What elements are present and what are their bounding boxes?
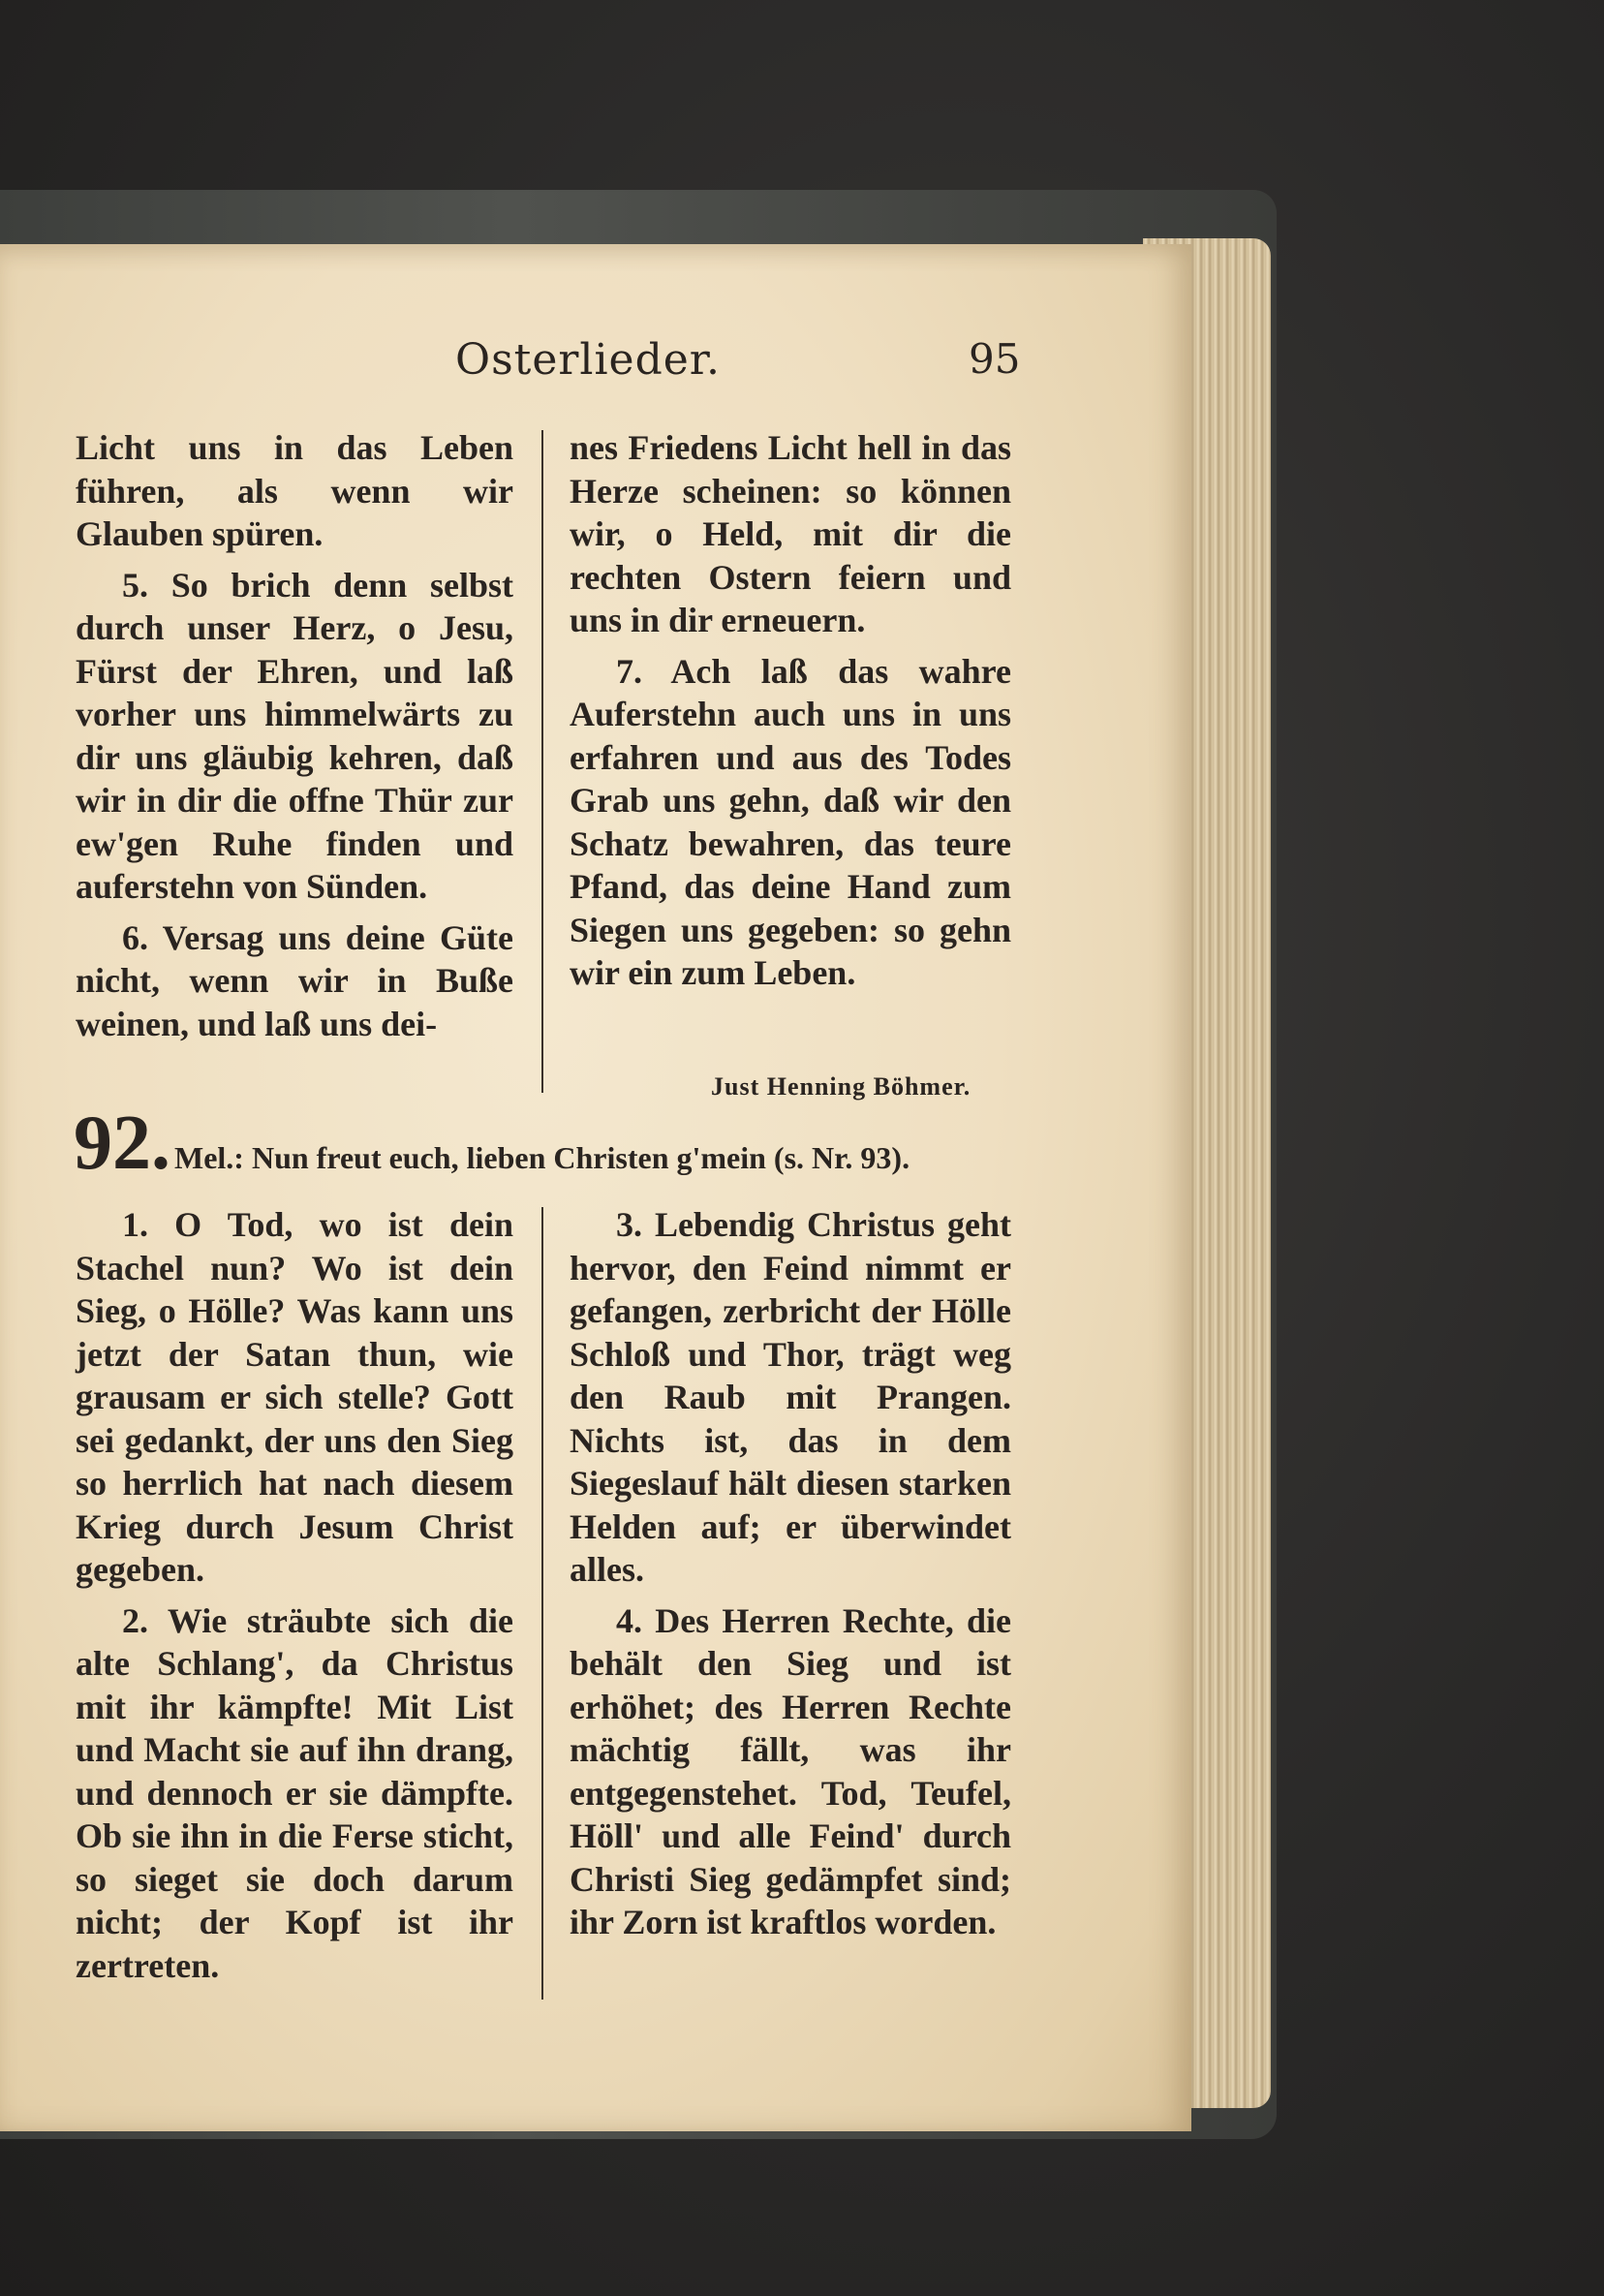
verse-6: 6. Versag uns deine Güte nicht, wenn wir in Buße weinen, und laß uns dei-: [76, 917, 513, 1043]
column-divider: [541, 1207, 543, 2000]
page-header: [0, 335, 1191, 403]
hymn-92-left-column: [76, 1203, 513, 1995]
hymn-92-right-column: [570, 1203, 1011, 1952]
hymn-91-right-column: [570, 426, 1011, 1003]
hymn-91-left-column: [76, 426, 513, 1053]
verse-6-continued: nes Friedens Licht hell in das Herze scheinen: so können wir, o Held, mit dir die rechten Ostern feiern und uns in dir erneuern.: [570, 428, 1011, 639]
verse-1: 1. O Tod, wo ist dein Stachel nun? Wo ist dein Sieg, o Hölle? Was kann uns jetzt der Satan thun, wie grausam er sich stelle? Gott sei gedankt, der uns den Sieg so herrlich hat nach diesem Krieg durch Jesum Christ gegeben.: [76, 1205, 513, 1589]
book-page: [0, 244, 1191, 2131]
hymn-author: Just Henning Böhmer.: [711, 1072, 972, 1101]
running-title: Osterlieder.: [455, 335, 721, 385]
verse-3: 3. Lebendig Christus geht hervor, den Feind nimmt er gefangen, zerbricht der Hölle Schloß und Thor, trägt weg den Raub mit Prangen. Nichts ist, das in dem Siegeslauf hält diesen starken Helden auf; er überwindet alles.: [570, 1205, 1011, 1589]
column-divider: [541, 430, 543, 1093]
page-number: 95: [969, 335, 1021, 383]
verse-fragment: Licht uns in das Leben führen, als wenn wir Glauben spüren.: [76, 428, 513, 553]
hymn-number: 92.: [74, 1101, 170, 1186]
verse-5: 5. So brich denn selbst durch unser Herz, o Jesu, Fürst der Ehren, und laß vorher uns himmelwärts zu dir uns gläubig kehren, daß wir in dir die offne Thür zur ew'gen Ruhe finden und auferstehn von Sünden.: [76, 565, 513, 906]
verse-2: 2. Wie sträubte sich die alte Schlang', da Christus mit ihr kämpfte! Mit List und Macht sie auf ihn drang, und dennoch er sie dämpfte. Ob sie ihn in die Ferse sticht, so sieget sie doch darum nicht; der Kopf ist ihr zertreten.: [76, 1600, 513, 1985]
verse-4: 4. Des Herren Rechte, die behält den Sieg und ist erhöhet; des Herren Rechte mächtig fällt, was ihr entgegenstehet. Tod, Teufel, Höll' und alle Feind' durch Christi Sieg gedämpfet sind; ihr Zorn ist kraftlos worden.: [570, 1600, 1011, 1941]
melody-note: Mel.: Nun freut euch, lieben Christen g'mein (s. Nr. 93).: [174, 1140, 910, 1175]
verse-7: 7. Ach laß das wahre Auferstehn auch uns in uns erfahren und aus des Todes Grab uns gehn, daß wir den Schatz bewahren, das teure Pfand, das deine Hand zum Siegen uns gegeben: so gehn wir ein zum Leben.: [570, 651, 1011, 992]
